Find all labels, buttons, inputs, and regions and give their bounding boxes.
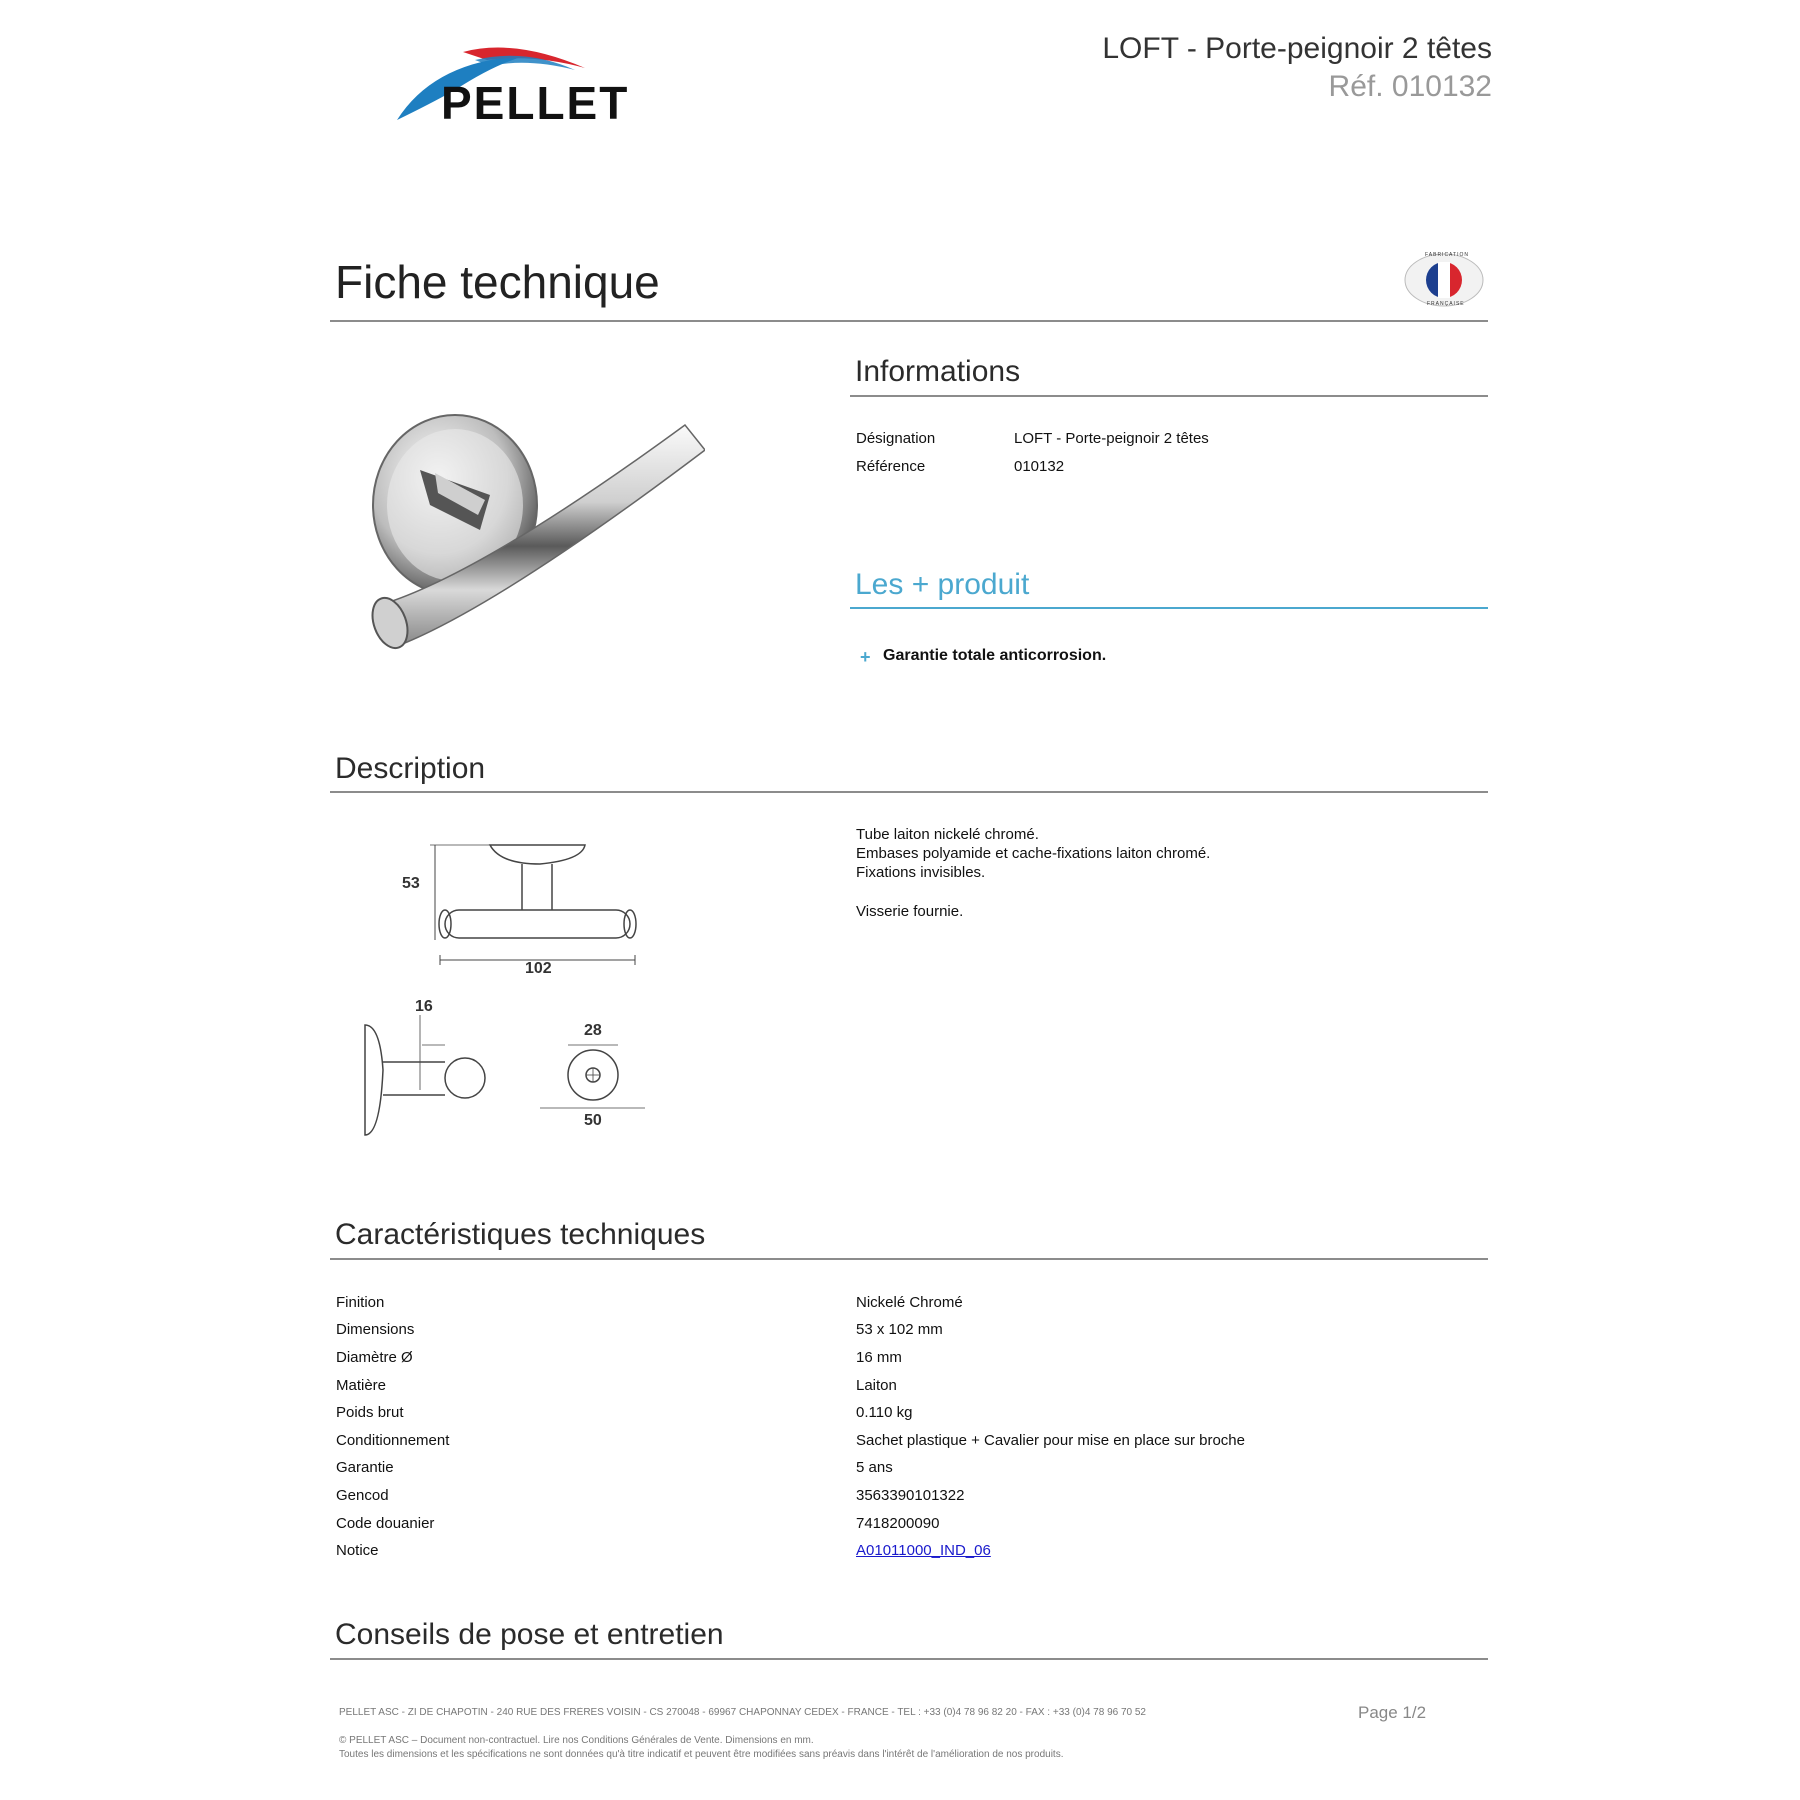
description-line-4: Visserie fournie. (856, 903, 964, 920)
footer-legal-1: © PELLET ASC – Document non-contractuel. Lire nos Conditions Générales de Vente. Dimensions en mm. (339, 1735, 814, 1746)
plus-produit-rule (850, 607, 1488, 609)
spec-label-garantie: Garantie (336, 1459, 394, 1476)
title-rule (330, 320, 1488, 322)
dim-cover: 28 (584, 1022, 602, 1039)
info-value-reference: 010132 (1014, 458, 1065, 475)
spec-label-code-douanier: Code douanier (336, 1515, 435, 1532)
product-title: LOFT - Porte-peignoir 2 têtes (1102, 32, 1492, 65)
spec-label-finition: Finition (336, 1294, 385, 1311)
spec-label-gencod: Gencod (336, 1487, 389, 1504)
spec-value-conditionnement: Sachet plastique + Cavalier pour mise en place sur broche (856, 1432, 1245, 1449)
footer-legal-2: Toutes les dimensions et les spécifications ne sont données qu'à titre indicatif et peuvent être modifiées sans préavis dans l'intérêt de l'amélioration de nos produits. (339, 1749, 1064, 1760)
plus-produit-marker: + (860, 647, 871, 667)
page-number: Page 1/2 (1358, 1703, 1427, 1722)
footer-address: PELLET ASC - ZI DE CHAPOTIN - 240 RUE DES FRÈRES VOISIN - CS 270048 - 69967 CHAPONNAY CEDEX - FRANCE - TEL : +33 (0)4 78 96 82 20 - FAX : +33 (0)4 78 96 70 52 (339, 1707, 1146, 1718)
badge-bottom-text: FRANÇAISE (1427, 301, 1465, 307)
caracteristiques-rule (330, 1258, 1488, 1260)
spec-value-matiere: Laiton (856, 1377, 897, 1394)
spec-label-notice: Notice (336, 1542, 379, 1559)
spec-value-poids: 0.110 kg (856, 1404, 913, 1421)
informations-rule (850, 395, 1488, 397)
description-title: Description (335, 752, 486, 785)
spec-value-gencod: 3563390101322 (856, 1487, 965, 1504)
spec-label-poids: Poids brut (336, 1404, 404, 1421)
conseils-rule (330, 1658, 1488, 1660)
description-rule (330, 791, 1488, 793)
spec-label-conditionnement: Conditionnement (336, 1432, 450, 1449)
spec-value-diametre: 16 mm (856, 1349, 902, 1366)
spec-label-matiere: Matière (336, 1377, 387, 1394)
spec-value-code-douanier: 7418200090 (856, 1515, 940, 1532)
badge-top-text: FABRICATION (1425, 252, 1469, 258)
conseils-title: Conseils de pose et entretien (335, 1618, 724, 1651)
page-title: Fiche technique (335, 256, 660, 308)
spec-value-dimensions: 53 x 102 mm (856, 1321, 943, 1338)
product-reference: Réf. 010132 (1328, 70, 1492, 103)
spec-value-finition: Nickelé Chromé (856, 1294, 963, 1311)
spec-label-dimensions: Dimensions (336, 1321, 415, 1338)
dim-base: 50 (584, 1112, 602, 1129)
technical-drawing (350, 830, 670, 1150)
info-label-reference: Référence (856, 458, 926, 475)
dim-diameter: 16 (415, 998, 433, 1015)
informations-title: Informations (855, 355, 1021, 388)
spec-value-garantie: 5 ans (856, 1459, 893, 1476)
description-line-3: Fixations invisibles. (856, 864, 986, 881)
made-in-france-badge (1403, 252, 1485, 308)
info-label-designation: Désignation (856, 430, 936, 447)
logo-text: PELLET (441, 77, 630, 129)
plus-produit-item: Garantie totale anticorrosion. (883, 647, 1107, 664)
info-value-designation: LOFT - Porte-peignoir 2 têtes (1014, 430, 1209, 447)
plus-produit-title: Les + produit (855, 568, 1030, 601)
product-photo (360, 355, 705, 700)
pellet-logo (395, 40, 635, 130)
caracteristiques-title: Caractéristiques techniques (335, 1218, 706, 1251)
spec-label-diametre: Diamètre Ø (336, 1349, 413, 1366)
dim-height: 53 (402, 875, 420, 892)
description-line-2: Embases polyamide et cache-fixations laiton chromé. (856, 845, 1211, 862)
description-line-1: Tube laiton nickelé chromé. (856, 826, 1039, 843)
notice-link[interactable]: A01011000_IND_06 (856, 1542, 991, 1559)
dim-width: 102 (525, 960, 552, 977)
